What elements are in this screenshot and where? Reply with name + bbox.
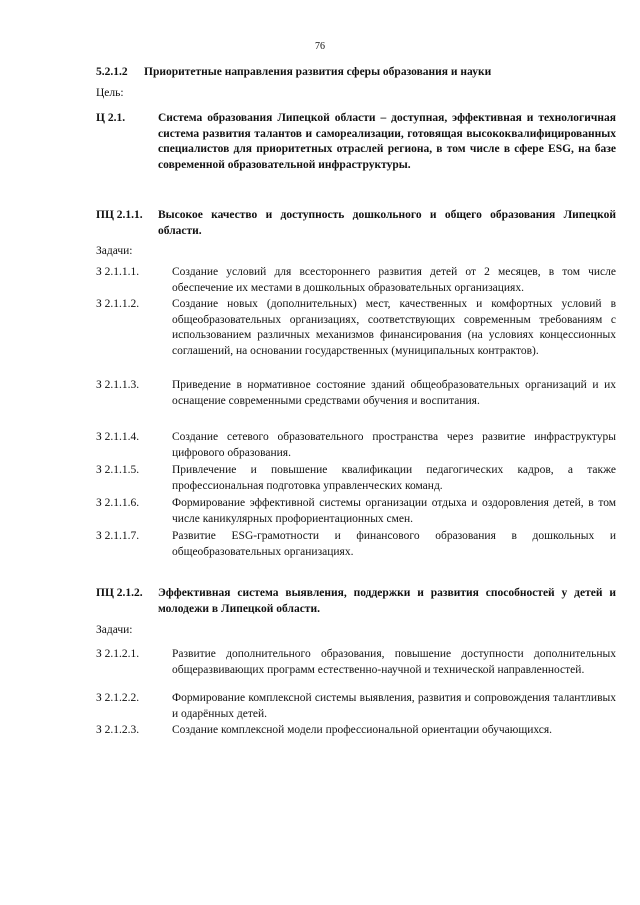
- subgoal-text: Эффективная система выявления, поддержки и развития способностей у детей и молодежи в Липецкой области.: [158, 587, 616, 615]
- goal-block: [96, 111, 616, 174]
- task-text: Приведение в нормативное состояние зданий общеобразовательных организаций и их оснащение современными средствами обучения и воспитания.: [172, 379, 616, 407]
- task-item: [96, 529, 616, 560]
- subgoal-block: [96, 586, 616, 617]
- subgoal-code: ПЦ 2.1.1.: [96, 209, 143, 221]
- task-code: З 2.1.2.3.: [96, 724, 140, 736]
- task-text: Создание комплексной модели профессиональной ориентации обучающихся.: [172, 724, 553, 736]
- task-code: З 2.1.1.2.: [96, 298, 140, 310]
- subgoal-text: Высокое качество и доступность дошкольного и общего образования Липецкой области.: [158, 209, 616, 237]
- goal-label: Цель:: [96, 87, 124, 99]
- goal-text: Система образования Липецкой области – доступная, эффективная и технологичная система развития талантов и самореализации, готовящая высококвалифицированных специалистов для приоритетных отраслей региона, в том числе в сфере ESG, на базе современной образовательной инфраструктуры.: [158, 112, 616, 172]
- task-code: З 2.1.2.1.: [96, 648, 140, 660]
- task-code: З 2.1.1.4.: [96, 431, 140, 443]
- task-item: [96, 463, 616, 494]
- section-number: 5.2.1.2: [96, 66, 128, 78]
- task-text: Создание новых (дополнительных) мест, качественных и комфортных условий в общеобразовательных организациях, соответствующих современным требованиям с использованием различных механизмов финансирования (на условиях концессионных соглашений, на основании государственных (муниципальных контрактов).: [172, 298, 616, 358]
- task-text: Привлечение и повышение квалификации педагогических кадров, а также профессиональная подготовка управленческих команд.: [172, 464, 616, 492]
- section-title: Приоритетные направления развития сферы образования и науки: [144, 66, 492, 78]
- task-code: З 2.1.1.1.: [96, 266, 140, 278]
- section-heading: [96, 66, 616, 78]
- task-text: Формирование эффективной системы организации отдыха и оздоровления детей, в том числе каникулярных профориентационных смен.: [172, 497, 616, 525]
- task-code: З 2.1.1.3.: [96, 379, 140, 391]
- subgoal-block: [96, 208, 616, 239]
- task-item: [96, 496, 616, 527]
- task-code: З 2.1.1.7.: [96, 530, 140, 542]
- task-item: [96, 265, 616, 296]
- task-item: [96, 378, 616, 409]
- task-item: [96, 647, 616, 678]
- task-text: Развитие дополнительного образования, повышение доступности дополнительных общеразвивающих программ естественно-научной и технической направленностей.: [172, 648, 616, 676]
- task-item: [96, 723, 616, 739]
- task-item: [96, 297, 616, 360]
- task-code: З 2.1.1.5.: [96, 464, 140, 476]
- goal-code: Ц 2.1.: [96, 112, 126, 124]
- task-item: [96, 430, 616, 461]
- task-text: Создание условий для всестороннего развития детей от 2 месяцев, в том числе обеспечение их местами в дошкольных образовательных организациях.: [172, 266, 616, 294]
- task-text: Развитие ESG-грамотности и финансового образования в дошкольных и общеобразовательных организациях.: [172, 530, 616, 558]
- task-code: З 2.1.2.2.: [96, 692, 140, 704]
- task-text: Создание сетевого образовательного пространства через развитие инфраструктуры цифрового образования.: [172, 431, 616, 459]
- page-number: 76: [315, 41, 325, 52]
- tasks-label: Задачи:: [96, 624, 133, 636]
- task-item: [96, 691, 616, 722]
- tasks-label: Задачи:: [96, 245, 133, 257]
- task-code: З 2.1.1.6.: [96, 497, 140, 509]
- task-text: Формирование комплексной системы выявления, развития и сопровождения талантливых и одарённых детей.: [172, 692, 616, 720]
- subgoal-code: ПЦ 2.1.2.: [96, 587, 143, 599]
